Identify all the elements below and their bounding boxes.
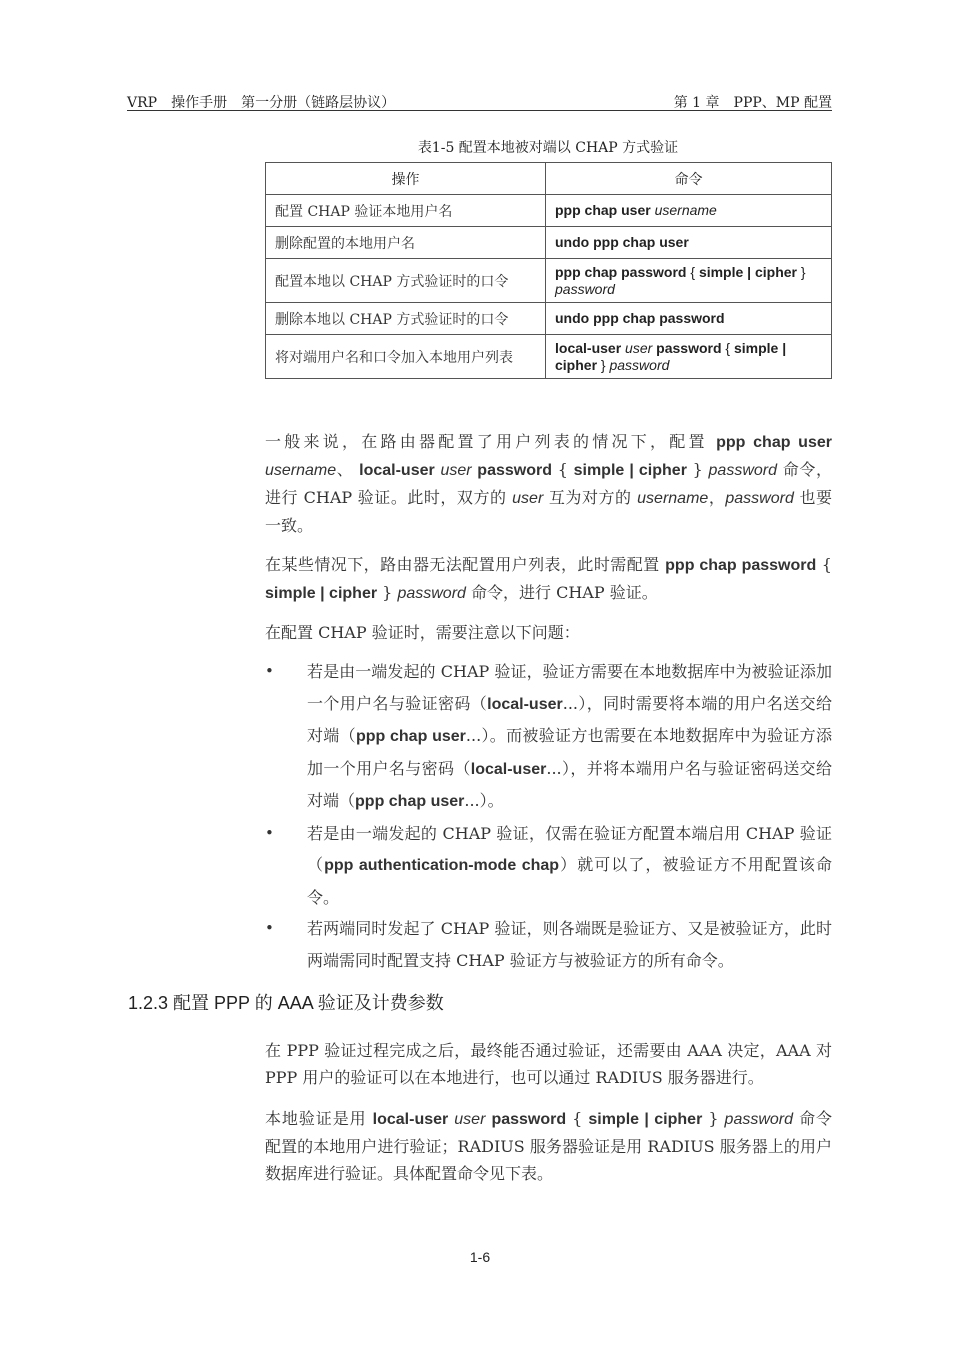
column-header-operation: 操作 <box>266 163 546 195</box>
page-header <box>127 90 832 111</box>
table-row <box>266 259 832 303</box>
list-item: • 若两端同时发起了 CHAP 验证，则各端既是验证方、又是被验证方，此时两端需同时配置支持 CHAP 验证方与被验证方的所有命令。 <box>265 913 832 976</box>
chap-command-table <box>265 162 832 379</box>
section-heading: 1.2.3 配置 PPP 的 AAA 验证及计费参数 <box>128 993 444 1013</box>
command-cell: undo ppp chap user <box>546 227 832 259</box>
command-cell: ppp chap password { simple | cipher } password <box>546 259 832 303</box>
operation-cell: 配置 CHAP 验证本地用户名 <box>266 195 546 227</box>
header-manual-title: VRP 操作手册 第一分册（链路层协议） <box>127 95 396 111</box>
list-item: • 若是由一端发起的 CHAP 验证，验证方需要在本地数据库中为被验证添加一个用户名与验证密码（local-user...），同时需要将本端的用户名送交给对端（ppp chap user...）。而被验证方也需要在本地数据库中为验证方添加一个用户名与密码（local-user...），并将本端用户名与验证密码送交给对端（ppp chap user...）。 <box>265 656 832 818</box>
paragraph-local-auth: 本地验证是用 local-user user password { simple | cipher } password 命令配置的本地用户进行验证；RADIUS 服务器验证是用 RADIUS 服务器上的用户数据库进行验证。具体配置命令见下表。 <box>265 1109 832 1183</box>
paragraph-notes-intro: 在配置 CHAP 验证时，需要注意以下问题： <box>265 623 580 642</box>
page-number: 1-6 <box>469 1249 491 1265</box>
bullet-icon: • <box>265 662 274 680</box>
command-cell: ppp chap user username <box>546 195 832 227</box>
list-item: • 若是由一端发起的 CHAP 验证，仅需在验证方配置本端启用 CHAP 验证（ppp authentication-mode chap）就可以了，被验证方不用配置该命令。 <box>265 818 832 914</box>
table-row <box>266 227 832 259</box>
notes-list <box>265 656 832 976</box>
table-header-row <box>266 163 832 195</box>
operation-cell: 将对端用户名和口令加入本地用户列表 <box>266 335 546 379</box>
operation-cell: 删除本地以 CHAP 方式验证时的口令 <box>266 303 546 335</box>
header-chapter-title: 第 1 章 PPP、MP 配置 <box>673 95 832 111</box>
bullet-icon: • <box>265 919 274 937</box>
operation-cell: 配置本地以 CHAP 方式验证时的口令 <box>266 259 546 303</box>
table-row <box>266 335 832 379</box>
command-cell: undo ppp chap password <box>546 303 832 335</box>
paragraph-aaa-intro: 在 PPP 验证过程完成之后，最终能否通过验证，还需要由 AAA 决定，AAA 对 PPP 用户的验证可以在本地进行，也可以通过 RADIUS 服务器进行。 <box>265 1041 832 1087</box>
paragraph-no-user-list: 在某些情况下，路由器无法配置用户列表，此时需配置 ppp chap password { simple | cipher } password 命令，进行 CHAP 验证。 <box>265 555 832 602</box>
command-cell: local-user user password { simple | cipher } password <box>546 335 832 379</box>
table-caption: 表1-5 配置本地被对端以 CHAP 方式验证 <box>417 140 679 156</box>
operation-cell: 删除配置的本地用户名 <box>266 227 546 259</box>
paragraph-user-list: 一般来说，在路由器配置了用户列表的情况下，配置 ppp chap user username、 local-user user password { simple | cipher } password 命令，进行 CHAP 验证。此时，双方的 user 互为对方的 username，password 也要一致。 <box>265 432 832 535</box>
table-row <box>266 195 832 227</box>
column-header-command: 命令 <box>546 163 832 195</box>
table-row <box>266 303 832 335</box>
bullet-icon: • <box>265 823 274 842</box>
